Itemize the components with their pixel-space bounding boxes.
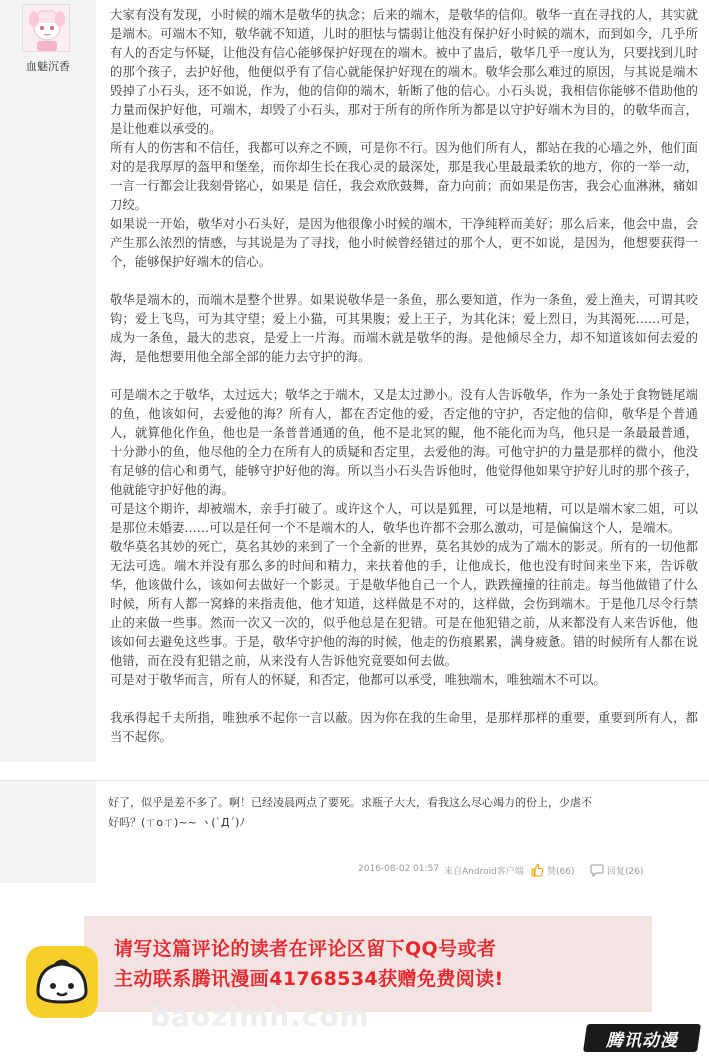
- post-paragraph: 如果说一开始，敬华对小石头好，是因为他很像小时候的端木，干净纯粹而美好；那么后来，他会中蛊，会产生那么浓烈的情感，与其说是为了寻找，他小时候曾经错过的那个人，更不如说，是因为，他想要获得一个，能够保护好端木的信心。: [110, 217, 698, 269]
- baozi-app-icon: [24, 944, 100, 1020]
- post-sidebar: [0, 0, 96, 762]
- avatar-image: [23, 5, 70, 52]
- tencent-comic-logo: [583, 1024, 701, 1052]
- reply-source[interactable]: 来自Android客户端: [444, 867, 524, 877]
- reply-button[interactable]: [590, 861, 643, 879]
- post-paragraph: 可是端木之于敬华，太过远大；敬华之于端木，又是太过渺小。没有人告诉敬华，作为一条处于食物链尾端的鱼，他该如何，去爱他的海？所有人，都在否定他的爱，否定他的守护，否定他的信仰，敬华是个普通人，就算他化作鱼，他也是一条普普通通的鱼，他不是北冥的鲲，他不能化而为鸟，他只是一条最最普通，十分渺小的鱼，他尽他的全力在所有人的质疑和否定里，去爱他的海。可他守护的力量是那样的微小，他没有足够的信心和勇气，能够守护好他的海。所以当小石头告诉他时，他觉得他如果守护好儿时的那个孩子，他就能守护好他的海。: [110, 388, 698, 497]
- logo-text: 腾讯动漫: [606, 1030, 678, 1051]
- promo-text: [114, 934, 654, 994]
- reply-date: 2016-08-02 01:57: [358, 864, 440, 874]
- post-paragraph: 可是这个期许，却被端木，亲手打破了。或许这个人，可以是狐狸，可以是地精，可以是端木家二姐，可以是那位未婚妻……可以是任何一个不是端木的人，敬华也许都不会那么激动，可是偏偏这个人，是端木。: [110, 502, 698, 535]
- reply-count: 回复(26): [607, 866, 644, 877]
- poster-name[interactable]: 血魅沉香: [26, 60, 70, 73]
- reply-sidebar: [0, 781, 96, 883]
- promo-line-1: 请写这篇评论的读者在评论区留下QQ号或者: [114, 938, 497, 960]
- post-paragraph: 敬华莫名其妙的死亡，莫名其妙的来到了一个全新的世界，莫名其妙的成为了端木的影灵。所有的一切他都无法可选。端木并没有那么多的时间和精力，来扶着他的手，让他成长，他也没有时间来坐下来，告诉敬华，他该做什么，该如何去做好一个影灵。于是敬华他自己一个人，跌跌撞撞的往前走。每当他做错了什么时候，所有人都一窝蜂的来指责他，他才知道，这样做是不对的，这样做，会伤到端木。于是他几尽令行禁止的来做一些事。然而一次又一次的，似乎他总是在犯错。可是在他犯错之前，从来都没有人来告诉他，他该如何去避免这些事。于是，敬华守护他的海的时候，他走的伤痕累累，满身疲惫。错的时候所有人都在说他错，而在没有犯错之前，从来没有人告诉他究竟要如何去做。: [110, 540, 698, 668]
- promo-banner: [84, 916, 652, 1012]
- post-paragraph: 我承得起千夫所指，唯独承不起你一言以蔽。因为你在我的生命里，是那样那样的重要，重要到所有人，都当不起你。: [110, 711, 698, 744]
- post-paragraph: 大家有没有发现，小时候的端木是敬华的执念；后来的端木，是敬华的信仰。敬华一直在寻找的人，其实就是端木。可端木不知，敬华就不知道，儿时的胆怯与懦弱让他没有保护好小时候的端木，而到如今，几乎所有人的否定与怀疑，让他没有信心能够保护好现在的端木。被中了蛊后，敬华几乎一度认为，只要找到儿时的那个孩子，去护好他，他便似乎有了信心就能保护好现在的端木。敬华会那么难过的原因，与其说是端木毁掉了小石头，还不如说，作为，他的信仰的端木，斩断了他的信心。小石头说，我相信你能够不借助他的力量而保护好他，可端木，却毁了小石头，那对于所有的所作所为都是以守护好端木为目的，的敬华而言，是让他难以承受的。: [110, 8, 698, 136]
- reply-meta: [358, 861, 698, 879]
- reply-text: 好了，似乎是差不多了。啊！已经凌晨两点了要死。求瓶子大大，看我这么尽心竭力的份上，少虐不好吗？(ㄒoㄒ)~~ ヽ(`Д´)ﾉ: [108, 796, 592, 829]
- avatar[interactable]: [22, 4, 70, 52]
- promo-line-2: 主动联系腾讯漫画41768534获赠免费阅读!: [114, 968, 504, 990]
- like-count: 赞(66): [547, 866, 575, 877]
- thumbs-up-icon: [530, 863, 544, 877]
- post-paragraph: 所有人的伤害和不信任，我都可以弃之不顾，可是你不行。因为他们所有人，都站在我的心墙之外，他们面对的是我厚厚的盔甲和堡垒，而你却生长在我心灵的最深处，那是我心里最最柔软的地方，你的一举一动，一言一行都会让我刻骨铭心，如果是 信任，我会欢欣鼓舞，奋力向前；而如果是伤害，我会心血淋淋，痛如刀绞。: [110, 141, 698, 212]
- like-button[interactable]: [530, 861, 574, 879]
- post-paragraph: 敬华是端木的，而端木是整个世界。如果说敬华是一条鱼，那么要知道，作为一条鱼，爱上渔夫，可谓其咬钩；爱上飞鸟，可为其守望；爱上小猫，可其果腹；爱上王子，为其化沫；爱上烈日，为其渴死……可是，成为一条鱼，最大的悲哀，是爱上一片海。而端木就是敬华的海。是他倾尽全力，却不知道该如何去爱的海，是他想要用他全部全部的能力去守护的海。: [110, 293, 698, 364]
- comment-icon: [590, 863, 604, 877]
- post-paragraph: 可是对于敬华而言，所有人的怀疑，和否定，他都可以承受，唯独端木，唯独端木不可以。: [110, 673, 606, 687]
- site-watermark: baozimh.com: [150, 1000, 370, 1033]
- post-body: [110, 6, 698, 747]
